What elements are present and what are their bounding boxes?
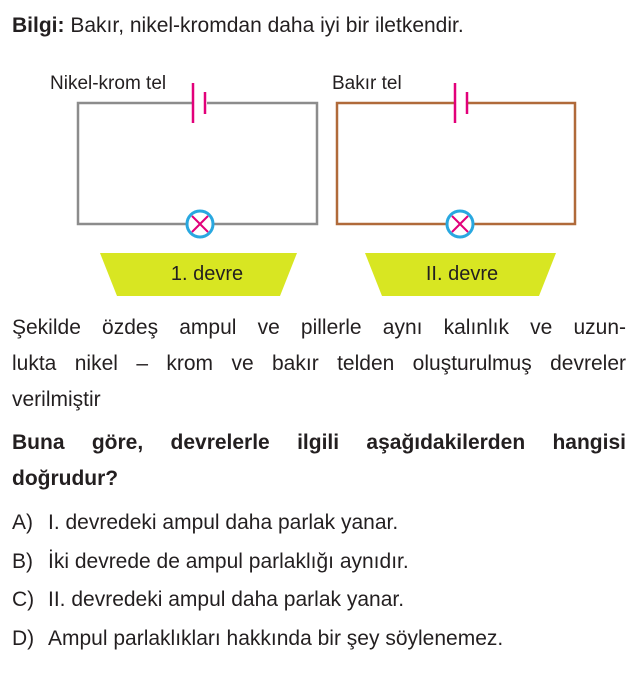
- problem-statement: [12, 310, 626, 418]
- option-a[interactable]: [12, 510, 632, 536]
- option-text: İki devrede de ampul parlaklığı aynıdır.: [48, 549, 409, 573]
- option-letter: A): [12, 511, 33, 534]
- question-line: doğrudur?: [12, 467, 119, 490]
- option-text: II. devredeki ampul daha parlak yanar.: [48, 588, 405, 611]
- nickel-chrome-wire-label: Nikel-krom tel: [50, 73, 167, 94]
- bulb-icon: [447, 211, 473, 237]
- info-label: Bilgi:: [12, 14, 65, 37]
- option-letter: C): [12, 588, 35, 611]
- question-line: Buna göre, devrelerle ilgili aşağıdakilerden hangisi: [12, 431, 626, 454]
- statement-line: lukta nikel – krom ve bakır telden oluşturulmuş devreler: [12, 352, 626, 375]
- copper-wire-label: Bakır tel: [332, 73, 402, 94]
- circuit-1-banner-label: 1. devre: [170, 263, 244, 285]
- nickel-chrome-wire: [78, 103, 317, 224]
- bulb-icon: [187, 211, 213, 237]
- option-text: I. devredeki ampul daha parlak yanar.: [48, 511, 399, 534]
- statement-line: Şekilde özdeş ampul ve pillerle aynı kalınlık ve uzun-: [12, 316, 626, 339]
- statement-line: verilmiştir: [12, 388, 101, 411]
- info-text: Bakır, nikel-kromdan daha iyi bir iletkendir.: [64, 14, 464, 37]
- answer-options: [12, 510, 632, 664]
- circuit-figure: [0, 0, 639, 310]
- option-letter: D): [12, 626, 35, 650]
- option-letter: B): [12, 549, 33, 573]
- option-d[interactable]: [12, 626, 632, 652]
- option-c[interactable]: [12, 587, 632, 613]
- circuit-2-banner-label: II. devre: [425, 263, 499, 285]
- option-text: Ampul parlaklıkları hakkında bir şey söylenemez.: [48, 626, 504, 650]
- battery-icon: [455, 83, 467, 123]
- question-text: [12, 425, 626, 497]
- option-b[interactable]: [12, 549, 632, 575]
- battery-icon: [193, 83, 205, 123]
